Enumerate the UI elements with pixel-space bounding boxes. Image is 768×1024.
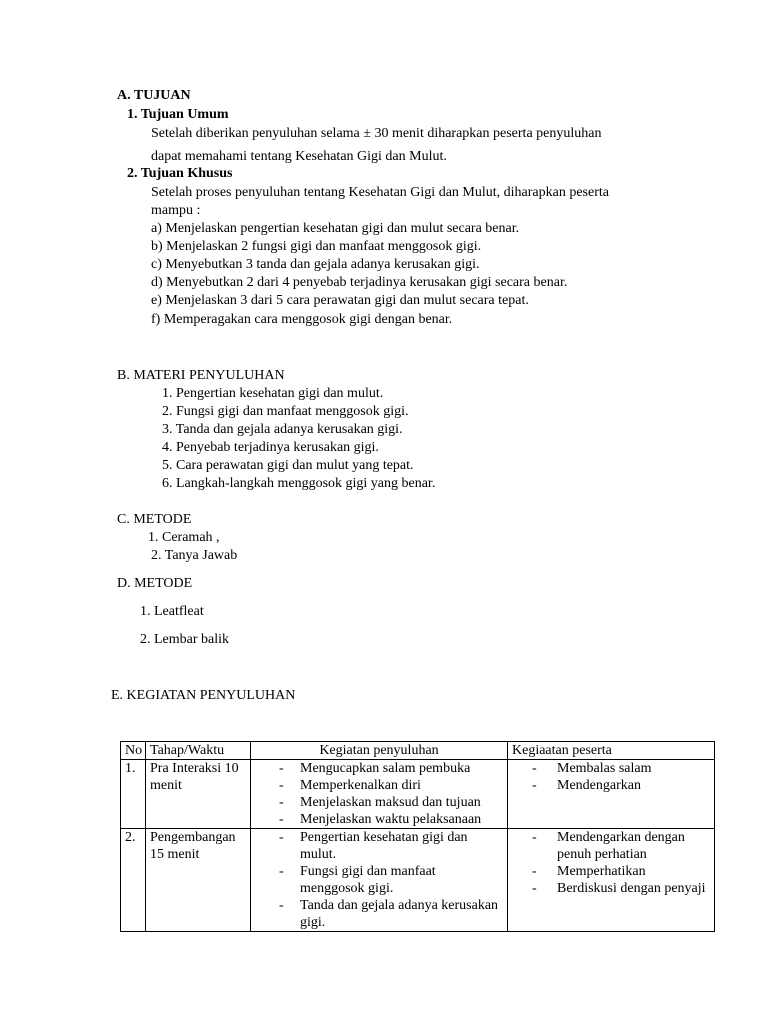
media-item: 2. Lembar balik: [140, 632, 230, 647]
tujuan-khusus-item: d) Menyebutkan 2 dari 4 penyebab terjadinya kerusakan gigi secara benar.: [151, 275, 568, 290]
list-item: - Berdiskusi dengan penyaji: [512, 880, 710, 897]
row-tahap: Pra Interaksi 10 menit: [146, 760, 251, 829]
header-tahap: Tahap/Waktu: [146, 742, 251, 760]
row-kegiatan: [251, 829, 508, 932]
list-item: - Memperhatikan: [512, 863, 710, 880]
section-b-heading: B. MATERI PENYULUHAN: [117, 368, 285, 383]
row-kegiatan: [251, 760, 508, 829]
section-a-heading: A. TUJUAN: [117, 88, 191, 103]
header-kegiatan: Kegiatan penyuluhan: [251, 742, 508, 760]
tujuan-umum-line: Setelah diberikan penyuluhan selama ± 30 menit diharapkan peserta penyuluhan: [151, 126, 602, 141]
header-no: No: [121, 742, 146, 760]
row-peserta: [508, 760, 715, 829]
list-item: - Tanda dan gejala adanya kerusakan gigi.: [255, 897, 503, 931]
tujuan-umum-line: dapat memahami tentang Kesehatan Gigi dan Mulut.: [151, 149, 447, 164]
table-header-row: [121, 742, 715, 760]
row-no: 2.: [121, 829, 146, 932]
media-item: 1. Leatfleat: [140, 604, 204, 619]
table-row: [121, 829, 715, 932]
row-tahap: Pengembangan 15 menit: [146, 829, 251, 932]
header-peserta: Kegiaatan peserta: [508, 742, 715, 760]
list-item: - Membalas salam: [512, 760, 710, 777]
list-item: - Menjelaskan waktu pelaksanaan: [255, 811, 503, 828]
tujuan-khusus-item: f) Memperagakan cara menggosok gigi dengan benar.: [151, 312, 453, 327]
tujuan-khusus-line: mampu :: [151, 203, 201, 218]
row-peserta: [508, 829, 715, 932]
metode-item: 2. Tanya Jawab: [151, 548, 238, 563]
tujuan-khusus-item: a) Menjelaskan pengertian kesehatan gigi dan mulut secara benar.: [151, 221, 520, 236]
tujuan-khusus-item: e) Menjelaskan 3 dari 5 cara perawatan gigi dan mulut secara tepat.: [151, 293, 529, 308]
list-item: - Menjelaskan maksud dan tujuan: [255, 794, 503, 811]
list-item: - Pengertian kesehatan gigi dan mulut.: [255, 829, 503, 863]
tujuan-khusus-item: b) Menjelaskan 2 fungsi gigi dan manfaat menggosok gigi.: [151, 239, 482, 254]
materi-item: 4. Penyebab terjadinya kerusakan gigi.: [162, 440, 379, 455]
list-item: - Mendengarkan: [512, 777, 710, 794]
list-item: - Memperkenalkan diri: [255, 777, 503, 794]
tujuan-khusus-heading: 2. Tujuan Khusus: [127, 166, 233, 181]
materi-item: 1. Pengertian kesehatan gigi dan mulut.: [162, 386, 384, 401]
section-c-heading: C. METODE: [117, 512, 192, 527]
list-item: - Mengucapkan salam pembuka: [255, 760, 503, 777]
row-no: 1.: [121, 760, 146, 829]
materi-item: 5. Cara perawatan gigi dan mulut yang tepat.: [162, 458, 414, 473]
tujuan-khusus-item: c) Menyebutkan 3 tanda dan gejala adanya kerusakan gigi.: [151, 257, 480, 272]
section-d-heading: D. METODE: [117, 576, 193, 591]
list-item: - Mendengarkan dengan penuh perhatian: [512, 829, 710, 863]
tujuan-khusus-line: Setelah proses penyuluhan tentang Kesehatan Gigi dan Mulut, diharapkan peserta: [151, 185, 609, 200]
materi-item: 2. Fungsi gigi dan manfaat menggosok gigi.: [162, 404, 409, 419]
section-e-heading: E. KEGIATAN PENYULUHAN: [111, 688, 296, 703]
materi-item: 3. Tanda dan gejala adanya kerusakan gigi.: [162, 422, 403, 437]
table-row: [121, 760, 715, 829]
kegiatan-table: [120, 741, 715, 932]
list-item: - Fungsi gigi dan manfaat menggosok gigi.: [255, 863, 503, 897]
tujuan-umum-heading: 1. Tujuan Umum: [127, 107, 229, 122]
metode-item: 1. Ceramah ,: [148, 530, 220, 545]
materi-item: 6. Langkah-langkah menggosok gigi yang benar.: [162, 476, 436, 491]
